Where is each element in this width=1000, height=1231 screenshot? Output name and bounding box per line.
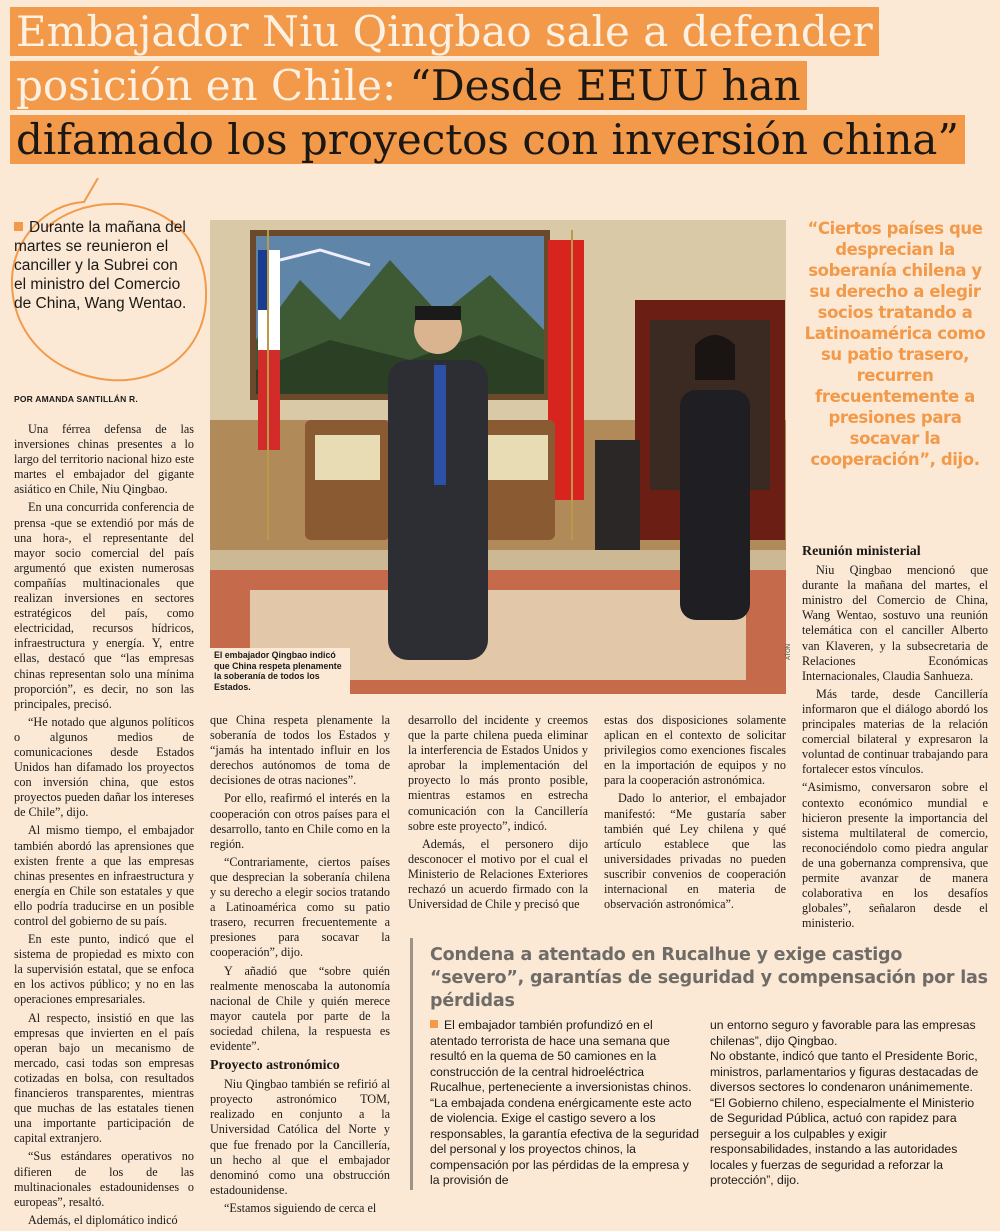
paragraph: “Asimismo, conversaron sobre el contexto económico mundial e hicieron presente la importancia del sistema multilateral de comercio, reconociéndolo como piedra angular de una gobernanza comprensiva, que permite avanzar de manera colaborativa en los desafíos globales”, señalaron desde el ministerio. [802,780,988,931]
headline-line-3: difamado los proyectos con inversión china” [10,115,965,164]
paragraph: desarrollo del incidente y creemos que la parte chilena pueda eliminar la interferencia de Estados Unidos y aprobar la implementación del proyecto lo más pronto posible, mientras estamos en estrecha comunicación con la Cancillería sobre este proyecto”, indicó. [408,713,588,833]
paragraph: Más tarde, desde Cancillería informaron que el diálogo abordó los principales materias de la relación comercial bilateral y expresaron la voluntad de continuar trabajando para fortalecer estos vínculos. [802,686,988,777]
box-divider [410,938,413,1190]
paragraph: Niu Qingbao mencionó que durante la mañana del martes, el ministro del Comercio de China, Wang Wentao, sostuvo una reunión telemática con el canciller Alberto van Klaveren, y la subsecretaria de Relaciones Económicas Internacionales, Claudia Sanhueza. [802,563,988,683]
headline [10,8,995,170]
paragraph: Una férrea defensa de las inversiones chinas presentes a lo largo del territorio nacional hizo este martes el embajador del gigante asiático en Chile, Niu Qingbao. [14,422,194,497]
headline-line-2 [10,61,807,110]
photo-illustration [210,220,786,694]
lead-text: Durante la mañana del martes se reunieron el canciller y la Subrei con el ministro del Comercio de China, Wang Wentao. [14,219,187,312]
paragraph: Dado lo anterior, el embajador manifestó: “Me gustaría saber también qué Ley chilena y qué artículo establece que las universidades privadas no pueden suscribir convenios de cooperación internacional en materia de observación astronómica”. [604,791,786,912]
bullet-square-icon [430,1020,438,1028]
paragraph: “El Gobierno chileno, especialmente el Ministerio de Seguridad Pública, actuó con rapidez para perseguir a los culpables y exigir responsabilidades, instando a las autoridades locales y fuerzas de seguridad a reforzar la protección”, dijo. [710,1095,975,1187]
byline: POR AMANDA SANTILLÁN R. [14,394,138,404]
photo-caption: El embajador Qingbao indicó que China respeta plenamente la soberanía de todos los Estados. [210,648,350,694]
paragraph: Al mismo tiempo, el embajador también abordó las aprensiones que existen frente a que las empresas chinas presentes en infraestructura y energía en Chile son estatales y que ello podría traducirse en un posible control del gobierno de su país. [14,823,194,928]
headline-line-2-quote: “Desde EEUU han [409,61,801,110]
box-column-right [710,1018,980,1189]
paragraph: “Contrariamente, ciertos países que desprecian la soberanía chilena y su derecho a elegir socios tratando a Latinoamérica como su patio trasero, recurren frecuentemente a presiones para socavar la cooperación”, dijo. [210,854,390,960]
paragraph: que China respeta plenamente la soberanía de todos los Estados y “jamás ha intentado influir en los derechos autónomos de toma de decisiones de otras naciones”. [210,713,390,788]
column-2 [210,713,390,1219]
paragraph: Además, el diplomático indicó [28,1212,178,1227]
subhead-reunion-ministerial: Reunión ministerial [802,544,921,559]
sidebar-box [410,938,990,1190]
column-4 [604,713,786,915]
paragraph: Además, el personero dijo desconocer el motivo por el cual el Ministerio de Relaciones Exteriores rechazó un acuerdo firmado con la Universidad de Chile y precisó que [408,836,588,912]
column-1 [14,422,194,1231]
headline-line-2-a: posición en Chile: [16,61,410,110]
paragraph: “Sus estándares operativos no difieren de los de las multinacionales estadounidenses o europeas”, resaltó. [14,1149,194,1209]
box-title: Condena a atentado en Rucalhue y exige castigo “severo”, garantías de seguridad y compensación por las pérdidas [430,945,988,1011]
column-3 [408,713,588,915]
paragraph: Al respecto, insistió en que las empresas que invierten en el país operan bajo un mecanismo de mercado, casi todas son empresas cotizadas en bolsa, con resultados financieros transparentes, mientras que muchas de las estatales tienen una importante participación de capital extranjero. [14,1010,194,1146]
paragraph: En este punto, indicó que el sistema de propiedad es mixto con la supervisión estatal, que se enfoca en los activos público; y no en las operaciones empresariales. [14,932,194,1007]
paragraph: No obstante, indicó que tanto el Presidente Boric, ministros, parlamentarios y figuras destacadas de diversos sectores lo condenaron unánimemente. [710,1049,979,1094]
headline-line-1: Embajador Niu Qingbao sale a defender [10,7,879,56]
paragraph: un entorno seguro y favorable para las empresas chilenas”, dijo Qingbao. [710,1018,976,1048]
paragraph: estas dos disposiciones solamente aplican en el contexto de solicitar privilegios como exenciones fiscales en la importación de equipos y no para la cooperación astronómica. [604,713,786,788]
ambassador-photo [210,220,786,694]
paragraph: “La embajada condena enérgicamente este acto de violencia. Exige el castigo severo a los responsables, la garantía efectiva de la seguridad del personal y los proyectos chinos, la compensación por las pérdidas de la empresa y la provisión de [430,1095,699,1187]
paragraph: “Estamos siguiendo de cerca el [224,1200,377,1215]
paragraph: Por ello, reafirmó el interés en la cooperación con otros países para el desarrollo, tanto en Chile como en la región. [210,791,390,851]
paragraph: Niu Qingbao también se refirió al proyecto astronómico TOM, realizado en conjunto a la Universidad Católica del Norte y que fue frenado por la Cancillería, un hecho al que el embajador denominó como una obstrucción estadounidense. [210,1077,390,1197]
column-5 [802,540,988,934]
pull-quote: “Ciertos países que desprecian la soberanía chilena y su derecho a elegir socios tratando a Latinoamérica como su patio trasero, recurren frecuentemente a presiones para socavar la cooperación”, dijo. [804,219,986,469]
paragraph: Y añadió que “sobre quién realmente menoscaba la autonomía nacional de Chile y quién merece mayor cautela por parte de la sociedad chilena, la respuesta es evidente”. [210,963,390,1053]
subhead-proyecto-astronomico: Proyecto astronómico [210,1058,340,1074]
bullet-square-icon [14,222,23,231]
photo-credit: ATON [786,643,792,660]
box-column-left: El embajador también profundizó en el atentado terrorista de hace una semana que resultó en la quema de 50 camiones en la construcción de la central hidroeléctrica Rucalhue, perteneciente a inversionistas chinos. “La embajada condena enérgicamente este acto de violencia. Exige el castigo severo a los responsables, la garantía efectiva de la seguridad del personal y los proyectos chinos, la compensación por las pérdidas de la empresa y la provisión de [430,1018,699,1187]
paragraph: En una concurrida conferencia de prensa -que se extendió por más de una hora-, el representante del mayor socio comercial del país argumentó que existen numerosas compañías multinacionales que realizan inversiones en sectores estratégicos del país, como electricidad, recursos hídricos, infraestructura y energía. Y, entre ellas, destacó que “las empresas chinas representan solo una mínima proporción”, es decir, no son las principales, precisó. [14,500,194,711]
paragraph: “He notado que algunos políticos o algunos medios de comunicaciones desde Estados Unidos han difamado los proyectos con inversión china, que estos proyectos pueden dañar los intereses de Chile”, dijo. [14,714,194,820]
